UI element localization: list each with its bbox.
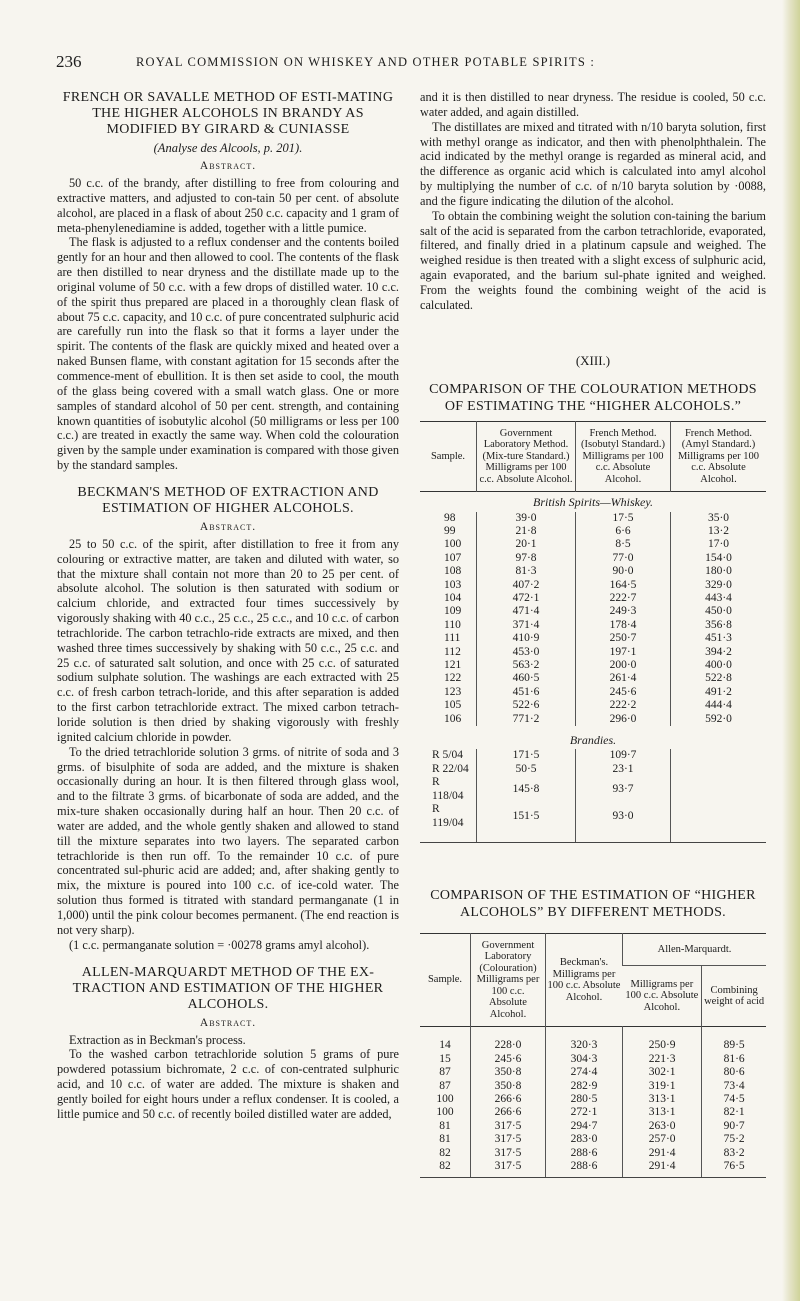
table-cell: 451·3 <box>671 632 767 645</box>
table-cell: 89·5 <box>702 1027 766 1053</box>
section-title-beckman: BECKMAN'S METHOD OF EXTRACTION AND ESTIMATION OF HIGHER ALCOHOLS. <box>77 484 379 516</box>
group-caption: Brandies. <box>569 733 617 748</box>
column-header: Beckman's. Milligrams per 100 c.c. Absolute Alcohol. <box>546 933 623 1027</box>
table-cell: 245·6 <box>576 686 671 699</box>
table-cell: 122 <box>444 672 462 685</box>
table-cell <box>671 763 767 776</box>
methods-comparison-table <box>420 933 766 1179</box>
column-header: French Method. (Isobutyl Standard.) Milligrams per 100 c.c. Absolute Alcohol. <box>576 421 671 492</box>
table-row <box>420 1066 766 1079</box>
column-header: Milligrams per 100 c.c. Absolute Alcohol. <box>623 965 702 1027</box>
table-cell: 109 <box>444 605 462 618</box>
page-header <box>56 52 736 76</box>
table-row <box>420 1147 766 1160</box>
table-cell: 288·6 <box>546 1147 623 1160</box>
table-cell: 356·8 <box>671 619 767 632</box>
table-cell: 111 <box>444 632 461 645</box>
paragraph: 25 to 50 c.c. of the spirit, after distillation to free it from any colouring or extractive matter, are taken and diluted with water, so that the mixture shall contain not more than 20 to 25 per cent. of absolute alcohol. The solution is then saturated with sodium or calcium chloride, and extracted four times successively by vigorously shaking with 40 c.c., 25 c.c., 25 c.c., and 10 c.c. of carbon tetrachloride. The carbon tetrachlo-ride extracts are mixed, and then washed three times successively by shaking with 50 c.c., 25 c.c. and 25 c.c. of saturated salt solution, and once with 25 c.c. of saturated sodium sulphate solution. The washings are each extracted with 25 c.c. of fresh carbon tetrach-loride, and this after separation is added to the first carbon tetrachloride extract. The mixed carbon tetrach-loride solution is then dried by shaking vigorously with freshly ignited calcium chloride in powder. <box>57 536 399 744</box>
table-cell: 112 <box>444 645 461 658</box>
table-cell: 82 <box>420 1160 471 1178</box>
table-cell: 283·0 <box>546 1133 623 1146</box>
source-citation: (Analyse des Alcools, p. 201). <box>153 141 303 155</box>
table-cell: 317·5 <box>471 1147 546 1160</box>
section-number: (XIII.) <box>575 352 611 368</box>
table-row <box>420 803 766 842</box>
table-row <box>420 1106 766 1119</box>
table-row <box>420 605 766 618</box>
table-cell: 98 <box>444 511 456 524</box>
left-column <box>57 90 399 1122</box>
table-cell: 105 <box>444 699 462 712</box>
table-row <box>420 632 766 645</box>
paragraph: (1 c.c. permanganate solution = ·00278 grams amyl alcohol). <box>69 937 370 952</box>
table2-title: COMPARISON OF THE ESTIMATION OF “HIGHER ALCOHOLS” BY DIFFERENT METHODS. <box>430 887 756 920</box>
table-cell: 121 <box>444 659 462 672</box>
whiskey-rows <box>420 492 766 726</box>
table-cell: 257·0 <box>623 1133 702 1146</box>
table-cell: 319·1 <box>623 1080 702 1093</box>
table-cell: 103 <box>444 578 462 591</box>
table-cell: 107 <box>444 551 462 564</box>
table-cell: 17·0 <box>671 538 767 551</box>
table-cell: 317·5 <box>471 1120 546 1133</box>
table-cell: 302·1 <box>623 1066 702 1079</box>
paragraph: To the dried tetrachloride solution 3 grms. of nitrite of soda and 3 grms. of bisulphite of soda are added, and the mixture is shaken occasionally during an hour. It is then filtered through glass wool, and to the filtrate 3 grms. of bicarbonate of soda are added, and the mix-ture shaken occasionally during half an hour. Then 20 c.c. of water are added, and the whole gently shaken and allowed to stand till the mixture separates into two layers. The separated carbon tetrachloride is then run off. To the remainder 10 c.c. of pure concentrated sul-phuric acid are added; and, after shaking gently to mix, the mixture is poured into 100 c.c. of ice-cold water. The solution thus formed is titrated with standard permanganate (1 in 1,000) until the pink colour becomes permanent. (The end reaction is not very sharp). <box>57 744 399 937</box>
table-cell: 450·0 <box>671 605 767 618</box>
table-cell: 23·1 <box>576 763 671 776</box>
table-cell: 87 <box>439 1079 451 1092</box>
table-cell: 444·4 <box>671 699 767 712</box>
table-cell: 266·6 <box>471 1106 546 1119</box>
table-cell: 592·0 <box>671 713 767 726</box>
table-cell: 97·8 <box>477 552 576 565</box>
table-cell: 291·4 <box>623 1160 702 1178</box>
column-header: Government Laboratory (Colouration) Milligrams per 100 c.c. Absolute Alcohol. <box>471 933 546 1027</box>
table-cell: 110 <box>444 618 461 631</box>
table-cell: 522·6 <box>477 699 576 712</box>
table-row <box>420 776 766 803</box>
table-cell: 145·8 <box>477 776 576 803</box>
column-header: Government Laboratory Method. (Mix-ture Standard.) Milligrams per 100 c.c. Absolute Alcohol. <box>477 421 576 492</box>
table-cell: 15 <box>439 1052 451 1065</box>
table-cell: 771·2 <box>477 713 576 726</box>
table-cell: 123 <box>444 685 462 698</box>
table-cell: 228·0 <box>471 1027 546 1053</box>
table-cell: 320·3 <box>546 1027 623 1053</box>
table-row <box>420 1160 766 1178</box>
colouration-comparison-table <box>420 421 766 843</box>
page-number: 236 <box>56 52 82 71</box>
table-cell: 280·5 <box>546 1093 623 1106</box>
table-cell <box>671 776 767 803</box>
table-cell: 76·5 <box>702 1160 766 1178</box>
brandy-rows <box>420 726 766 842</box>
table-cell: 197·1 <box>576 646 671 659</box>
table-cell: 75·2 <box>702 1133 766 1146</box>
table-cell: 443·4 <box>671 592 767 605</box>
table-cell: 317·5 <box>471 1160 546 1178</box>
table-cell: 472·1 <box>477 592 576 605</box>
table-cell: 178·4 <box>576 619 671 632</box>
table-cell: 14 <box>439 1039 451 1052</box>
table-row <box>420 512 766 525</box>
table-row <box>420 552 766 565</box>
table-cell: 8·5 <box>576 538 671 551</box>
table-row <box>420 1053 766 1066</box>
table-cell: 180·0 <box>671 565 767 578</box>
table-cell: 250·9 <box>623 1027 702 1053</box>
table-cell: 263·0 <box>623 1120 702 1133</box>
table-row <box>420 672 766 685</box>
table-cell: 400·0 <box>671 659 767 672</box>
table-cell: 106 <box>444 712 462 725</box>
table-row <box>420 699 766 712</box>
table-row <box>420 565 766 578</box>
right-column <box>420 90 766 1178</box>
section-title-allen-marquardt: ALLEN-MARQUARDT METHOD OF THE EX-TRACTION AND ESTIMATION OF THE HIGHER ALCOHOLS. <box>72 964 384 1012</box>
table-cell: 13·2 <box>671 525 767 538</box>
table-cell: 250·7 <box>576 632 671 645</box>
table-cell: 74·5 <box>702 1093 766 1106</box>
table-cell: 288·6 <box>546 1160 623 1178</box>
column-header: Sample. <box>427 974 463 986</box>
table-cell: 272·1 <box>546 1106 623 1119</box>
table-cell: 371·4 <box>477 619 576 632</box>
table-cell: 294·7 <box>546 1120 623 1133</box>
group-caption: British Spirits—Whiskey. <box>533 495 653 510</box>
table-cell: 93·0 <box>576 803 671 842</box>
table-cell: 81 <box>439 1119 451 1132</box>
table-cell: 282·9 <box>546 1080 623 1093</box>
table-cell: 81·3 <box>477 565 576 578</box>
table-cell: 50·5 <box>477 763 576 776</box>
table-cell: 460·5 <box>477 672 576 685</box>
table-cell: 80·6 <box>702 1066 766 1079</box>
table-cell: 100 <box>436 1106 454 1119</box>
section-title-savalle: FRENCH OR SAVALLE METHOD OF ESTI-MATING THE HIGHER ALCOHOLS IN BRANDY AS MODIFIED BY GIRARD & CUNIASSE <box>62 90 394 137</box>
table-cell: 154·0 <box>671 552 767 565</box>
table-row <box>420 525 766 538</box>
table-cell: 77·0 <box>576 552 671 565</box>
table-row <box>420 538 766 551</box>
table-cell: 222·2 <box>576 699 671 712</box>
table-cell: 304·3 <box>546 1053 623 1066</box>
table-cell: 522·8 <box>671 672 767 685</box>
paragraph: To obtain the combining weight the solution con-taining the barium salt of the acid is separated from the carbon tetrachloride, evaporated, filtered, and finally dried in a platinum capsule and weighed. The weighed residue is then treated with a slight excess of sulphuric acid, again evaporated, and the barium sul-phate ignited and weighed. From the weights found the combining weight of the acid is calculated. <box>420 208 766 312</box>
table-cell: 108 <box>444 565 462 578</box>
table-cell: 350·8 <box>471 1066 546 1079</box>
table-cell: 245·6 <box>471 1053 546 1066</box>
table-cell: 90·7 <box>702 1120 766 1133</box>
table-cell: 73·4 <box>702 1080 766 1093</box>
table-cell: 93·7 <box>576 776 671 803</box>
table-row <box>420 659 766 672</box>
abstract-label: Abstract. <box>199 1016 257 1029</box>
table2-rows <box>420 1027 766 1178</box>
table-cell: 249·3 <box>576 605 671 618</box>
table-cell: 81·6 <box>702 1053 766 1066</box>
table-cell: 291·4 <box>623 1147 702 1160</box>
paragraph: and it is then distilled to near dryness. The residue is cooled, 50 c.c. water added, and again distilled. <box>420 90 766 119</box>
column-header: Sample. <box>430 450 466 462</box>
table-cell: R 22/04 <box>432 762 469 775</box>
table-cell: 394·2 <box>671 646 767 659</box>
table-row <box>420 619 766 632</box>
table-cell: 171·5 <box>477 749 576 762</box>
table-row <box>420 1133 766 1146</box>
table-row <box>420 579 766 592</box>
table-row <box>420 1027 766 1053</box>
table-cell: 350·8 <box>471 1080 546 1093</box>
running-head: ROYAL COMMISSION ON WHISKEY AND OTHER POTABLE SPIRITS : <box>136 55 596 69</box>
table-cell: 20·1 <box>477 538 576 551</box>
table-cell: R 119/04 <box>420 803 477 842</box>
table-cell: 100 <box>436 1093 454 1106</box>
table-cell: 100 <box>444 538 462 551</box>
table-cell: 471·4 <box>477 605 576 618</box>
table-row <box>420 1093 766 1106</box>
table-cell: 296·0 <box>576 713 671 726</box>
table-row <box>420 1080 766 1093</box>
table-cell: 221·3 <box>623 1053 702 1066</box>
table-cell: 261·4 <box>576 672 671 685</box>
table-row <box>420 686 766 699</box>
table1-title: COMPARISON OF THE COLOURATION METHODS OF ESTIMATING THE “HIGHER ALCOHOLS.” <box>429 381 757 414</box>
paragraph: 50 c.c. of the brandy, after distilling to free from colouring and extractive matters, and adjusted to con-tain 50 per cent. of absolute alcohol, are placed in a flask of about 250 c.c. capacity and 1 gram of meta-phenylenediamine is added, together with a little pumice. <box>57 176 399 235</box>
paragraph: Extraction as in Beckman's process. <box>69 1032 246 1047</box>
table-cell: 35·0 <box>671 512 767 525</box>
table-cell: 317·5 <box>471 1133 546 1146</box>
table-cell: 151·5 <box>477 803 576 842</box>
table-cell: 451·6 <box>477 686 576 699</box>
table-row <box>420 1120 766 1133</box>
table-row <box>420 763 766 776</box>
table-cell: 17·5 <box>576 512 671 525</box>
abstract-label: Abstract. <box>199 520 257 533</box>
table-cell: 90·0 <box>576 565 671 578</box>
paragraph: The distillates are mixed and titrated with n/10 baryta solution, first with methyl orange as indicator, and then with phenolphthalein. The acid indicated by the methyl orange is regarded as mineral acid, and the difference as organic acid which is calculated into amyl alcohol by multiplying the number of c.c. of n/10 baryta solution by ·0088, and the figure indicating the dilution of the alcohol. <box>420 119 766 208</box>
table-row <box>420 749 766 762</box>
paragraph: The flask is adjusted to a reflux condenser and the contents boiled gently for an hour and then allowed to cool. The contents of the flask are then distilled to near dryness and the distillate made up to the original volume of 50 c.c. with a few drops of distilled water. 10 c.c. of the spirit thus prepared are placed in a thoroughly clean flask of about 75 c.c. capacity, and 10 c.c. of pure concentrated sulphuric acid are carefully run into the flask so that it forms a layer under the spirit. The contents of the flask are quickly mixed and heated over a naked Bunsen flame, with constant agitation for 15 seconds after the commence-ment of ebullition. It is then set aside to cool, the mouth of the glass being covered with a small watch glass. One or more samples of standard alcohol of 50 per cent. strength, and containing known quantities of isobutylic alcohol (50 milligrams or less per 100 c.c.) are treated in exactly the same way. When cold the colouration given by the sample under examination is compared with those given by the standard samples. <box>57 235 400 473</box>
table-cell: 453·0 <box>477 646 576 659</box>
table-cell: 313·1 <box>623 1093 702 1106</box>
table-cell: 81 <box>439 1133 451 1146</box>
table-cell: 109·7 <box>576 749 671 762</box>
table-cell <box>671 749 767 762</box>
abstract-label: Abstract. <box>199 160 257 172</box>
table-cell: 39·0 <box>477 512 576 525</box>
table-cell: 82·1 <box>702 1106 766 1119</box>
table-cell: 313·1 <box>623 1106 702 1119</box>
table-cell: R 5/04 <box>432 749 463 762</box>
table-cell: 21·8 <box>477 525 576 538</box>
table-row <box>420 713 766 726</box>
column-header: Combining weight of acid <box>702 965 766 1027</box>
table-cell: 200·0 <box>576 659 671 672</box>
paragraph: To the washed carbon tetrachloride solution 5 grams of pure powdered potassium bichromate, 2 c.c. of con-centrated sulphuric acid, and 10 c.c. of water are added. The mixture is shaken and gently boiled for eight hours under a reflux condenser. It is cooled, a little pumice and 50 c.c. of recently boiled distilled water are added, <box>57 1047 399 1121</box>
column-header: Allen-Marquardt. <box>623 933 767 965</box>
table-cell: 266·6 <box>471 1093 546 1106</box>
column-header: French Method. (Amyl Standard.) Milligrams per 100 c.c. Absolute Alcohol. <box>671 421 767 492</box>
table-row <box>420 592 766 605</box>
table-cell: 491·2 <box>671 686 767 699</box>
table-cell: 222·7 <box>576 592 671 605</box>
table-cell: 410·9 <box>477 632 576 645</box>
table-cell: 82 <box>439 1146 451 1159</box>
table-cell: 164·5 <box>576 579 671 592</box>
table-row <box>420 646 766 659</box>
table-cell <box>671 803 767 842</box>
table-cell: 6·6 <box>576 525 671 538</box>
table-cell: R 118/04 <box>432 776 464 802</box>
page-edge <box>782 0 800 1301</box>
table-cell: 83·2 <box>702 1147 766 1160</box>
table-cell: 407·2 <box>477 579 576 592</box>
table-cell: 104 <box>444 592 462 604</box>
table-cell: 329·0 <box>671 579 767 592</box>
table-cell: 563·2 <box>477 659 576 672</box>
table-cell: 274·4 <box>546 1066 623 1079</box>
table-cell: 87 <box>439 1066 451 1079</box>
table-cell: 99 <box>444 524 456 537</box>
